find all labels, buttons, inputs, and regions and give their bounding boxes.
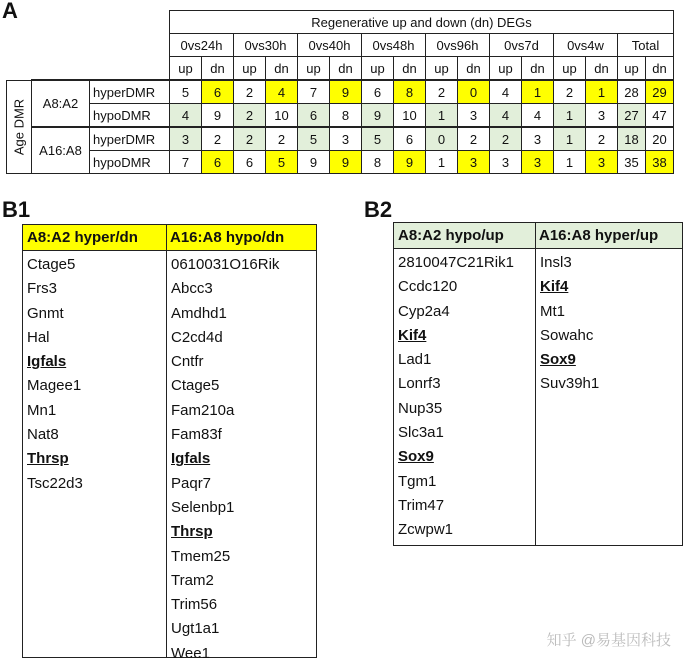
count-cell: 4	[522, 104, 554, 128]
timepoint-header: 0vs40h	[298, 34, 362, 57]
count-cell: 2	[490, 127, 522, 151]
gene-item: Tsc22d3	[27, 474, 83, 492]
direction-header: up	[298, 57, 330, 81]
count-cell: 28	[618, 80, 646, 104]
blank-cell	[7, 11, 170, 34]
direction-header: dn	[266, 57, 298, 81]
gene-item: Wee1	[171, 644, 210, 662]
count-cell: 9	[298, 151, 330, 174]
gene-item: Trim47	[398, 496, 445, 514]
count-cell: 2	[554, 80, 586, 104]
direction-header: up	[362, 57, 394, 81]
group-label: A16:A8	[32, 127, 90, 174]
timepoint-header: 0vs4w	[554, 34, 618, 57]
direction-header: dn	[522, 57, 554, 81]
gene-item: Zcwpw1	[398, 521, 454, 539]
count-cell: 3	[490, 151, 522, 174]
direction-header: up	[490, 57, 522, 81]
count-cell: 0	[426, 127, 458, 151]
timepoint-header: 0vs7d	[490, 34, 554, 57]
gene-item: Mt1	[540, 302, 566, 320]
count-cell: 35	[618, 151, 646, 174]
b1-col1-header: A8:A2 hyper/dn	[23, 225, 166, 251]
count-cell: 6	[298, 104, 330, 128]
count-cell: 4	[490, 80, 522, 104]
gene-item: Cyp2a4	[398, 302, 450, 320]
gene-item: Sox9	[540, 351, 576, 369]
b2-col1-list	[394, 251, 535, 543]
count-cell: 10	[394, 104, 426, 128]
gene-item: Amdhd1	[171, 304, 227, 322]
panel-a-label: A	[2, 0, 18, 23]
count-cell: 38	[646, 151, 674, 174]
dmr-deg-table	[6, 10, 674, 174]
count-cell: 10	[266, 104, 298, 128]
count-cell: 6	[202, 151, 234, 174]
row-label: hyperDMR	[90, 80, 170, 104]
count-cell: 1	[554, 127, 586, 151]
count-cell: 2	[266, 127, 298, 151]
count-cell: 3	[586, 104, 618, 128]
count-cell: 29	[646, 80, 674, 104]
direction-header: up	[426, 57, 458, 81]
b1-col2-header: A16:A8 hypo/dn	[166, 225, 316, 251]
count-cell: 3	[522, 151, 554, 174]
count-cell: 2	[234, 104, 266, 128]
count-cell: 1	[426, 104, 458, 128]
gene-item: Igfals	[171, 450, 211, 468]
count-cell: 3	[586, 151, 618, 174]
gene-item: Ctage5	[27, 256, 76, 273]
count-cell: 3	[458, 151, 490, 174]
count-cell: 2	[234, 80, 266, 104]
count-cell: 3	[170, 127, 202, 151]
gene-item: Hal	[27, 328, 50, 346]
count-cell: 2	[458, 127, 490, 151]
group-label: A8:A2	[32, 80, 90, 127]
count-cell: 1	[522, 80, 554, 104]
gene-item: Magee1	[27, 377, 82, 395]
direction-header: dn	[586, 57, 618, 81]
direction-header: dn	[394, 57, 426, 81]
timepoint-header: 0vs48h	[362, 34, 426, 57]
count-cell: 20	[646, 127, 674, 151]
count-cell: 6	[234, 151, 266, 174]
count-cell: 7	[170, 151, 202, 174]
count-cell: 5	[298, 127, 330, 151]
panel-b1-label: B1	[2, 197, 31, 222]
gene-item: Cntfr	[171, 353, 204, 371]
count-cell: 9	[202, 104, 234, 128]
row-label: hypoDMR	[90, 151, 170, 174]
gene-item: Nat8	[27, 426, 59, 444]
count-cell: 8	[330, 104, 362, 128]
gene-item: Fam210a	[171, 401, 235, 419]
gene-item: Kif4	[398, 326, 427, 344]
gene-item: Selenbp1	[171, 498, 235, 516]
count-cell: 4	[170, 104, 202, 128]
b1-col2-list	[167, 253, 316, 666]
count-cell: 8	[394, 80, 426, 104]
row-label: hypoDMR	[90, 104, 170, 128]
gene-item: Igfals	[27, 353, 67, 371]
direction-header: up	[618, 57, 646, 81]
gene-item: Mn1	[27, 401, 57, 419]
timepoint-header: 0vs96h	[426, 34, 490, 57]
count-cell: 1	[554, 151, 586, 174]
count-cell: 5	[266, 151, 298, 174]
count-cell: 6	[202, 80, 234, 104]
direction-header: dn	[330, 57, 362, 81]
gene-item: Suv39h1	[540, 375, 600, 393]
gene-item: Frs3	[27, 280, 57, 298]
count-cell: 1	[586, 80, 618, 104]
count-cell: 2	[586, 127, 618, 151]
count-cell: 5	[170, 80, 202, 104]
count-cell: 1	[426, 151, 458, 174]
count-cell: 7	[298, 80, 330, 104]
direction-header: dn	[458, 57, 490, 81]
count-cell: 6	[394, 127, 426, 151]
gene-item: Tmem25	[171, 547, 231, 565]
blank-cell	[7, 34, 170, 57]
panel-b2-gene-table	[393, 222, 683, 546]
count-cell: 47	[646, 104, 674, 128]
count-cell: 27	[618, 104, 646, 128]
count-cell: 3	[458, 104, 490, 128]
gene-item: Sox9	[398, 448, 434, 466]
timepoint-header: Total	[618, 34, 674, 57]
gene-item: Slc3a1	[398, 424, 444, 442]
count-cell: 4	[266, 80, 298, 104]
gene-item: Paqr7	[171, 474, 212, 492]
timepoint-header: 0vs30h	[234, 34, 298, 57]
gene-item: Ugt1a1	[171, 620, 220, 638]
blank-cell	[7, 57, 170, 81]
count-cell: 6	[362, 80, 394, 104]
gene-item: Sowahc	[540, 326, 594, 344]
count-cell: 4	[490, 104, 522, 128]
count-cell: 9	[330, 80, 362, 104]
gene-item: Ccdc120	[398, 278, 458, 296]
count-cell: 1	[554, 104, 586, 128]
gene-item: Nup35	[398, 399, 443, 417]
gene-item: C2cd4d	[171, 328, 223, 346]
gene-item: Insl3	[540, 254, 572, 271]
b1-col1-list	[23, 253, 166, 496]
direction-header: dn	[646, 57, 674, 81]
gene-item: Trim56	[171, 596, 218, 614]
count-cell: 3	[330, 127, 362, 151]
row-axis-label	[7, 80, 32, 174]
gene-item: Tgm1	[398, 472, 437, 490]
gene-item: Fam83f	[171, 426, 222, 444]
count-cell: 9	[362, 104, 394, 128]
table-title: Regenerative up and down (dn) DEGs	[170, 11, 674, 34]
gene-item: Kif4	[540, 278, 569, 296]
direction-header: up	[554, 57, 586, 81]
b2-col2-list	[536, 251, 682, 397]
gene-item: 2810047C21Rik1	[398, 254, 514, 271]
gene-item: 0610031O16Rik	[171, 256, 280, 273]
gene-item: Tram2	[171, 571, 214, 589]
count-cell: 9	[330, 151, 362, 174]
gene-item: Lonrf3	[398, 375, 441, 393]
count-cell: 18	[618, 127, 646, 151]
gene-item: Gnmt	[27, 304, 64, 322]
count-cell: 5	[362, 127, 394, 151]
count-cell: 3	[522, 127, 554, 151]
panel-b1-gene-table	[22, 224, 317, 662]
gene-item: Abcc3	[171, 280, 213, 298]
gene-item: Thrsp	[27, 450, 69, 468]
count-cell: 0	[458, 80, 490, 104]
gene-item: Ctage5	[171, 377, 220, 395]
count-cell: 9	[394, 151, 426, 174]
count-cell: 2	[426, 80, 458, 104]
count-cell: 8	[362, 151, 394, 174]
direction-header: up	[170, 57, 202, 81]
gene-item: Thrsp	[171, 523, 213, 541]
watermark: 知乎 @易基因科技	[546, 632, 671, 649]
timepoint-header: 0vs24h	[170, 34, 234, 57]
panel-b2-label: B2	[364, 197, 393, 222]
direction-header: dn	[202, 57, 234, 81]
row-label: hyperDMR	[90, 127, 170, 151]
count-cell: 2	[234, 127, 266, 151]
b2-col2-header: A16:A8 hyper/up	[535, 223, 682, 249]
row-axis-text: Age DMR	[11, 98, 27, 155]
gene-item: Lad1	[398, 351, 432, 369]
direction-header: up	[234, 57, 266, 81]
b2-col1-header: A8:A2 hypo/up	[394, 223, 535, 249]
count-cell: 2	[202, 127, 234, 151]
